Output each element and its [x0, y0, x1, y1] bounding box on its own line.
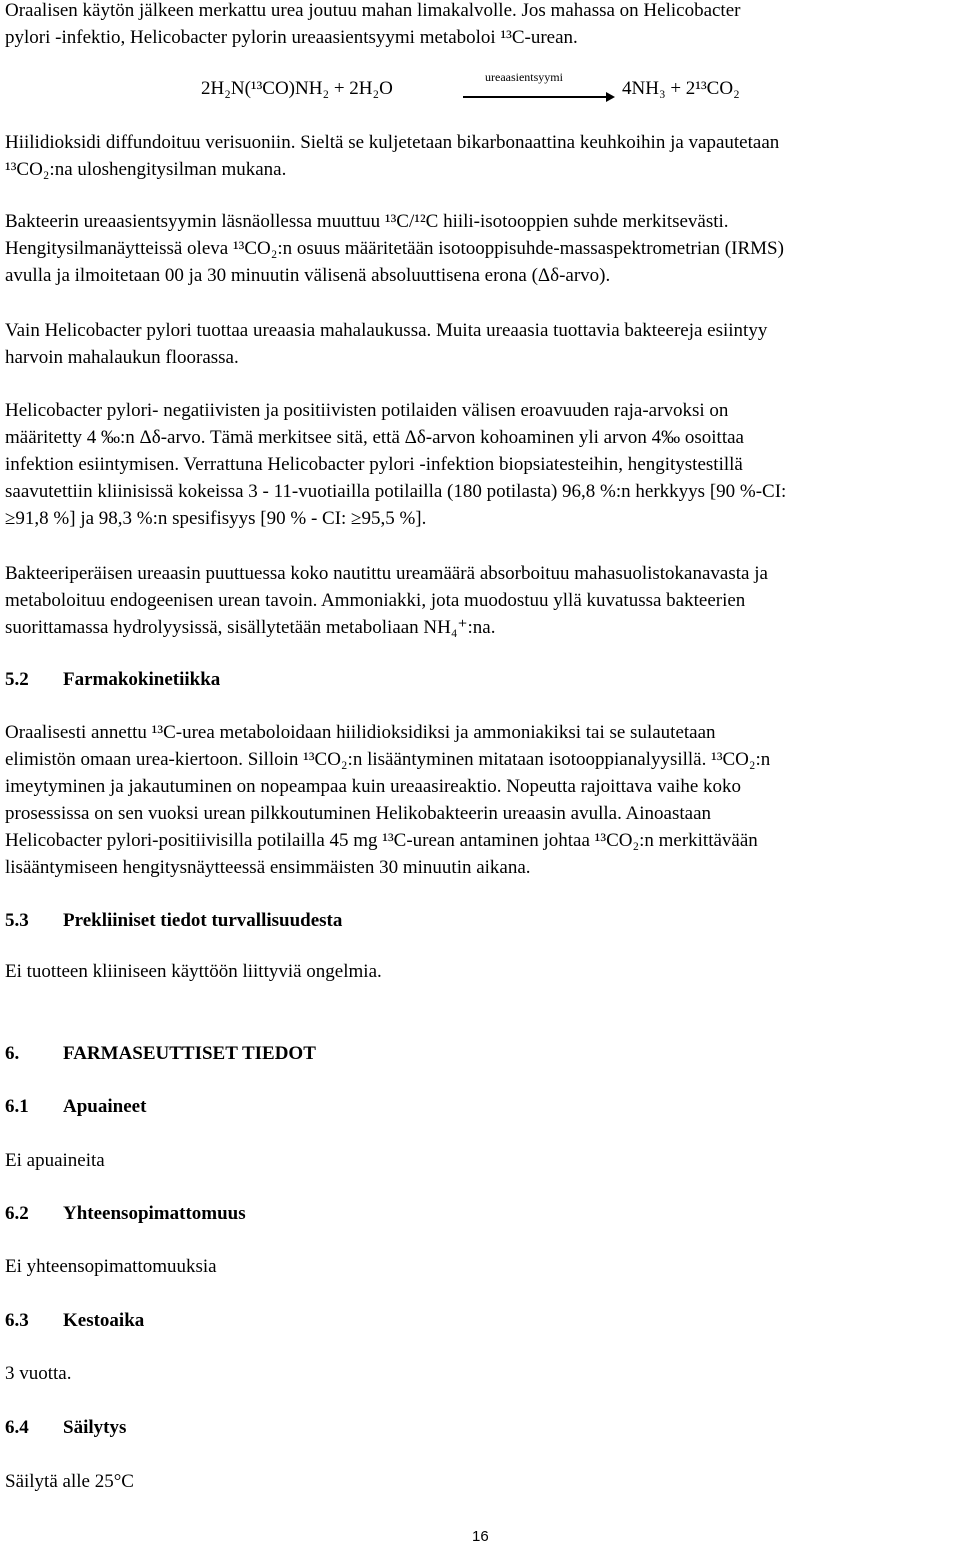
intro-paragraph	[5, 0, 955, 51]
diffusion-paragraph	[5, 129, 955, 183]
section-6-4-text: Säilytä alle 25°C	[5, 1471, 134, 1492]
paragraph-line: imeytyminen ja jakautuminen on nopeampaa kuin ureaasireaktio. Nopeutta rajoittava vaihe koko	[5, 776, 742, 797]
paragraph-line: Bakteerin ureaasientsyymin läsnäollessa muuttuu ¹³C/¹²C hiili-isotooppien suhde merkitsevästi.	[5, 211, 729, 232]
urease-source-paragraph	[5, 317, 955, 371]
section-title: Yhteensopimattomuus	[63, 1203, 246, 1224]
intro-line: pylori -infektio, Helicobacter pylorin ureaasientsyymi metaboloi ¹³C-urean.	[5, 27, 578, 48]
paragraph-line: ≥91,8 %] ja 98,3 %:n spesifisyys [90 % - CI: ≥95,5 %].	[5, 508, 427, 529]
section-heading-6-1	[5, 1093, 146, 1120]
section-heading-6	[5, 1040, 316, 1067]
section-heading-5-3	[5, 907, 342, 934]
paragraph-line: Hiilidioksidi diffundoituu verisuoniin. Sieltä se kuljetetaan bikarbonaattina keuhkoihin ja vapautetaan	[5, 132, 780, 153]
section-title: Farmakokinetiikka	[63, 669, 221, 690]
paragraph-line: Oraalisesti annettu ¹³C-urea metaboloidaan hiilidioksidiksi ja ammoniakiksi tai se sulautetaan	[5, 722, 716, 743]
paragraph-line: elimistön omaan urea-kiertoon. Silloin ¹³CO₂:n lisääntyminen mitataan isotooppianalyysillä. ¹³CO₂:n	[5, 749, 771, 770]
section-title: Prekliiniset tiedot turvallisuudesta	[63, 910, 343, 931]
section-6-3-text: 3 vuotta.	[5, 1363, 72, 1384]
section-title: Kestoaika	[63, 1310, 145, 1331]
equation-products: 4NH₃ + 2¹³CO₂	[622, 78, 740, 99]
paragraph-line: määritetty 4 ‰:n Δδ-arvo. Tämä merkitsee sitä, että Δδ-arvon kohoaminen yli arvon 4‰ osoittaa	[5, 427, 744, 448]
section-heading-6-4	[5, 1414, 126, 1441]
paragraph-line: Helicobacter pylori-positiivisilla potilailla 45 mg ¹³C-urean antaminen johtaa ¹³CO₂:n merkittävään	[5, 830, 758, 851]
section-title: Apuaineet	[63, 1096, 147, 1117]
paragraph-line: Helicobacter pylori- negatiivisten ja positiivisten potilaiden välisen eroavuuden raja-arvoksi on	[5, 400, 729, 421]
section-number: 6.2	[5, 1203, 29, 1224]
section-number: 6.4	[5, 1417, 29, 1438]
paragraph-line: saavutettiin kliinisissä kokeissa 3 - 11-vuotiailla potilailla (180 potilasta) 96,8 %:n herkkyys [90 %-CI:	[5, 481, 787, 502]
equation-reactants: 2H₂N(¹³CO)NH₂ + 2H₂O	[201, 78, 393, 99]
paragraph-line: Hengitysilmanäytteissä oleva ¹³CO₂:n osuus määritetään isotooppisuhde-massaspektrometrian (IRMS)	[5, 238, 784, 259]
section-6-2-text: Ei yhteensopimattomuuksia	[5, 1256, 217, 1277]
page-number: 16	[472, 1528, 489, 1545]
paragraph-line: prosessissa on sen vuoksi urean pilkkoutuminen Helikobakteerin ureaasin avulla. Ainoastaan	[5, 803, 712, 824]
section-number: 5.3	[5, 910, 29, 931]
section-number: 6.3	[5, 1310, 29, 1331]
section-5-3-text: Ei tuotteen kliiniseen käyttöön liittyviä ongelmia.	[5, 961, 382, 982]
paragraph-line: infektion esiintymisen. Verrattuna Helicobacter pylori -infektion biopsiatesteihin, hengitystestillä	[5, 454, 743, 475]
equation-enzyme-label: ureaasientsyymi	[485, 70, 563, 84]
paragraph-line: suorittamassa hydrolyysissä, sisällytetään metaboliaan NH₄⁺:na.	[5, 617, 496, 638]
urease-reaction-equation	[5, 70, 955, 110]
section-heading-6-2	[5, 1200, 246, 1227]
section-title: FARMASEUTTISET TIEDOT	[63, 1043, 316, 1064]
section-heading-5-2	[5, 666, 220, 693]
paragraph-line: Vain Helicobacter pylori tuottaa ureaasia mahalaukussa. Muita ureaasia tuottavia bakteereja esiintyy	[5, 320, 768, 341]
paragraph-line: metaboloituu endogeenisen urean tavoin. Ammoniakki, jota muodostuu yllä kuvatussa bakteerien	[5, 590, 746, 611]
paragraph-line: ¹³CO₂:na uloshengitysilman mukana.	[5, 159, 287, 180]
isotope-ratio-paragraph	[5, 208, 955, 289]
section-6-1-text: Ei apuaineita	[5, 1150, 105, 1171]
reaction-arrow-icon	[463, 96, 613, 98]
section-title: Säilytys	[63, 1417, 127, 1438]
paragraph-line: Bakteeriperäisen ureaasin puuttuessa koko nautittu ureamäärä absorboituu mahasuolistokanavasta ja	[5, 563, 768, 584]
cutoff-paragraph	[5, 397, 955, 532]
section-number: 5.2	[5, 669, 29, 690]
section-number: 6.	[5, 1043, 20, 1064]
absence-paragraph	[5, 560, 955, 641]
section-heading-6-3	[5, 1307, 144, 1334]
paragraph-line: lisääntymiseen hengitysnäytteessä ensimmäisten 30 minuutin aikana.	[5, 857, 531, 878]
intro-line: Oraalisen käytön jälkeen merkattu urea joutuu mahan limakalvolle. Jos mahassa on Helicobacter	[5, 0, 741, 21]
paragraph-line: avulla ja ilmoitetaan 00 ja 30 minuutin välisenä absoluuttisena erona (Δδ-arvo).	[5, 265, 611, 286]
section-number: 6.1	[5, 1096, 29, 1117]
paragraph-line: harvoin mahalaukun floorassa.	[5, 347, 239, 368]
pharmacokinetics-paragraph	[5, 719, 955, 881]
